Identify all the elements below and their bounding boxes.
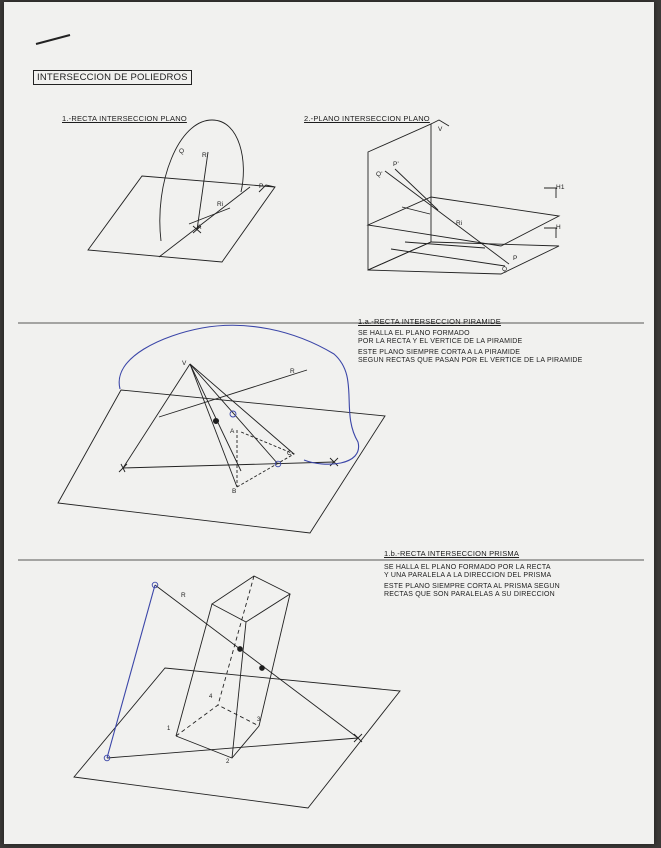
prism-edge-3 bbox=[259, 594, 290, 726]
section-1-heading: 1.-RECTA INTERSECCION PLANO bbox=[62, 114, 187, 123]
base-plane bbox=[58, 390, 385, 533]
plane-edge-right bbox=[190, 364, 278, 464]
label-2-4: 2 bbox=[226, 759, 230, 765]
line-pq bbox=[385, 171, 509, 264]
section-1b-heading: 1.b.-RECTA INTERSECCION PRISMA bbox=[384, 549, 520, 558]
blue-pen-arc bbox=[119, 325, 358, 464]
label-c-3: C bbox=[287, 450, 292, 457]
label-v: V bbox=[438, 126, 443, 133]
label-r: R bbox=[202, 152, 207, 159]
section-1a-heading: 1.a.-RECTA INTERSECCION PIRAMIDE bbox=[358, 317, 501, 326]
note-1b-line-4: RECTAS QUE SON PARALELAS A SU DIRECCION bbox=[384, 591, 555, 598]
drawing-sheet bbox=[4, 2, 654, 844]
diagram-line-plane bbox=[88, 120, 275, 262]
edge-va bbox=[190, 364, 241, 471]
line-ri-lower bbox=[391, 249, 505, 266]
h1-tag bbox=[544, 188, 556, 198]
intersection-point-1 bbox=[238, 647, 243, 652]
note-1a-line-2: POR LA RECTA Y EL VERTICE DE LA PIRAMIDE bbox=[358, 338, 523, 345]
intersection-point-2 bbox=[260, 666, 265, 671]
diagram-pyramid bbox=[18, 323, 644, 533]
label-a-3: A bbox=[230, 428, 235, 435]
label-r-3: R bbox=[290, 368, 295, 375]
edge-vb bbox=[190, 364, 237, 487]
note-1b-line-3: ESTE PLANO SIEMPRE CORTA AL PRISMA SEGUN bbox=[384, 583, 560, 590]
base-plane bbox=[74, 668, 400, 808]
trace-line bbox=[159, 187, 250, 257]
label-ri: Ri bbox=[217, 201, 224, 208]
note-1b-line-1: SE HALLA EL PLANO FORMADO POR LA RECTA bbox=[384, 564, 551, 571]
h-tag bbox=[544, 228, 556, 238]
base-triangle bbox=[237, 432, 294, 487]
label-b-3: B bbox=[232, 488, 237, 495]
prism-base-hidden bbox=[176, 705, 259, 736]
pencil-scratch bbox=[36, 35, 70, 44]
intersection-point-2 bbox=[230, 411, 236, 417]
line-r bbox=[155, 585, 358, 738]
intersection-point-1 bbox=[213, 418, 218, 423]
label-4-4: 4 bbox=[209, 694, 213, 700]
label-p-2: P bbox=[513, 255, 518, 262]
diagram-plane-plane bbox=[368, 120, 559, 274]
label-p: P bbox=[259, 183, 264, 190]
prism-base-visible bbox=[176, 726, 259, 758]
prism-edge-2 bbox=[232, 622, 246, 758]
label-3-4: 3 bbox=[257, 717, 261, 723]
page-title: INTERSECCION DE POLIEDROS bbox=[33, 70, 192, 85]
label-1-4: 1 bbox=[167, 726, 171, 732]
label-v-3: V bbox=[182, 360, 187, 367]
section-2-heading: 2.-PLANO INTERSECCION PLANO bbox=[304, 114, 430, 123]
plane-h1 bbox=[368, 197, 559, 246]
label-q: Q bbox=[179, 148, 185, 155]
technical-drawings bbox=[4, 2, 654, 844]
label-h: H bbox=[556, 224, 561, 231]
prism-edge-4-hidden bbox=[218, 576, 254, 705]
prism-top bbox=[212, 576, 290, 622]
plane-edge-left bbox=[123, 364, 190, 468]
note-1a-line-3: ESTE PLANO SIEMPRE CORTA A LA PIRAMIDE bbox=[358, 349, 521, 356]
note-1a-line-1: SE HALLA EL PLANO FORMADO bbox=[358, 330, 470, 337]
label-h1: H1 bbox=[556, 184, 565, 191]
edge-vc bbox=[190, 364, 294, 454]
blue-pen-line bbox=[107, 585, 155, 758]
note-1b-line-2: Y UNA PARALELA A LA DIRECCION DEL PRISMA bbox=[384, 572, 552, 579]
label-q-prime: Q' bbox=[376, 171, 383, 178]
label-ri-2: Ri bbox=[456, 220, 463, 227]
label-r-4: R bbox=[181, 592, 186, 599]
hatch-line bbox=[402, 207, 430, 214]
note-1a-line-4: SEGUN RECTAS QUE PASAN POR EL VERTICE DE LA PIRAMIDE bbox=[358, 357, 583, 364]
plane-v bbox=[368, 124, 431, 270]
label-p-prime: P' bbox=[393, 161, 399, 168]
label-a: A bbox=[197, 224, 202, 231]
line-ri bbox=[189, 208, 230, 224]
label-q-2: Q bbox=[502, 266, 508, 273]
